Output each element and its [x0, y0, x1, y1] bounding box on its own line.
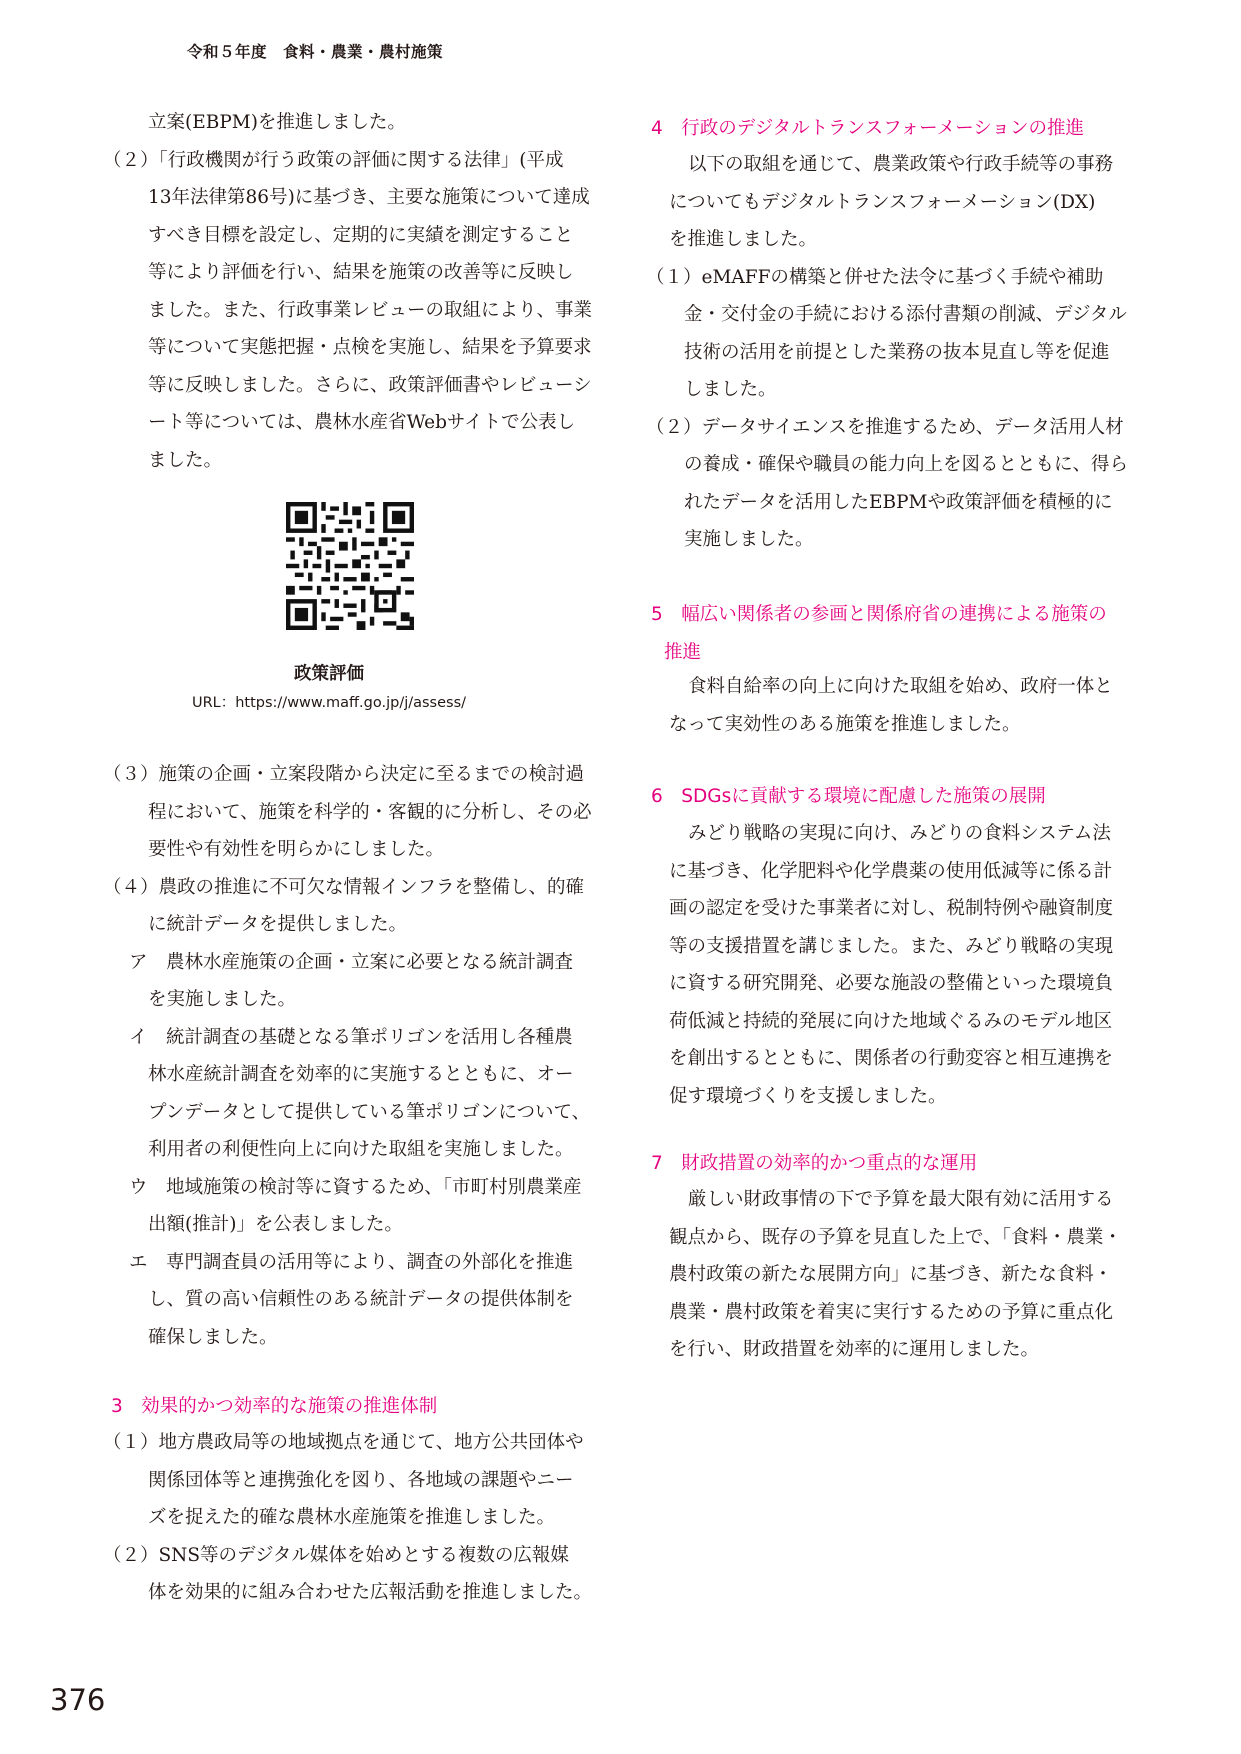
text-line: 立案(EBPM)を推進しました。 [148, 112, 406, 133]
text-line: 促す環境づくりを支援しました。 [669, 1085, 947, 1107]
text-line: の養成・確保や職員の能力向上を図るとともに、得ら [684, 454, 1129, 475]
text-line: 荷低減と持続的発展に向けた地域ぐるみのモデル地区 [669, 1010, 1113, 1032]
text-line: ート等については、農林水産省Webサイトで公表し [148, 412, 576, 433]
qr-title: 政策評価 [294, 664, 364, 684]
text-line: （２）データサイエンスを推進するため、データ活用人材 [646, 416, 1124, 438]
text-line: 農業・農村政策を着実に実行するための予算に重点化 [669, 1301, 1114, 1323]
section-6-body [651, 815, 1145, 1115]
text-line: を行い、財政措置を効率的に運用しました。 [669, 1339, 1040, 1360]
text-line: 利用者の利便性向上に向けた取組を実施しました。 [148, 1139, 574, 1160]
text-line: イ 統計調査の基礎となる筆ポリゴンを活用し各種農 [129, 1026, 573, 1048]
text-line: 等により評価を行い、結果を施策の改善等に反映し [148, 262, 574, 283]
section-5-body [651, 668, 1145, 743]
text-line: しました。 [684, 379, 777, 400]
text-line: ました。 [148, 449, 223, 471]
text-line: に基づき、化学肥料や化学農薬の使用低減等に係る計 [669, 860, 1113, 882]
text-line: 以下の取組を通じて、農業政策や行政手続等の事務 [688, 154, 1114, 175]
text-line: （１）地方農政局等の地域拠点を通じて、地方公共団体や [103, 1432, 584, 1453]
section-4-body [646, 146, 1145, 559]
section-6-heading: 6 SDGsに貢献する環境に配慮した施策の展開 [651, 786, 1046, 807]
left-block-2 [103, 756, 615, 1356]
qr-code-icon[interactable] [286, 502, 414, 630]
heading-line: 推進 [664, 641, 702, 663]
text-line: 程において、施策を科学的・客観的に分析し、その必 [148, 801, 592, 823]
text-line: 体を効果的に組み合わせた広報活動を推進しました。 [148, 1582, 593, 1603]
text-line: を推進しました。 [669, 229, 818, 250]
text-line: 食料自給率の向上に向けた取組を始め、政府一体と [688, 676, 1113, 697]
text-line: を創出するとともに、関係者の行動変容と相互連携を [669, 1048, 1114, 1069]
section-7-body [651, 1181, 1145, 1369]
text-line: なって実効性のある施策を推進しました。 [669, 713, 1021, 735]
text-line: 要性や有効性を明らかにしました。 [148, 839, 445, 860]
text-line: すべき目標を設定し、定期的に実績を測定すること [148, 224, 574, 246]
text-line: を実施しました。 [148, 989, 297, 1010]
qr-url-link[interactable]: URL：https://www.maff.go.jp/j/assess/ [191, 695, 467, 711]
text-line: 林水産統計調査を効率的に実施するとともに、オー [148, 1064, 574, 1085]
section-3-body [103, 1424, 615, 1612]
text-line: に統計データを提供しました。 [148, 914, 408, 935]
text-line: （２）SNS等のデジタル媒体を始めとする複数の広報媒 [103, 1544, 569, 1566]
text-line: 金・交付金の手続における添付書類の削減、デジタル [684, 304, 1127, 325]
left-block-1 [103, 104, 615, 479]
text-line: ア 農林水産施策の企画・立案に必要となる統計調査 [129, 951, 574, 973]
text-line: （４）農政の推進に不可欠な情報インフラを整備し、的確 [103, 876, 585, 898]
text-line: 出額(推計)」を公表しました。 [148, 1214, 403, 1235]
text-line: についてもデジタルトランスフォーメーション(DX) [669, 191, 1096, 213]
text-line: （３）施策の企画・立案段階から決定に至るまでの検討過 [103, 764, 585, 785]
text-line: 観点から、既存の予算を見直した上で、「食料・農業・ [669, 1226, 1122, 1248]
text-line: エ 専門調査員の活用等により、調査の外部化を推進 [129, 1251, 574, 1273]
text-line: し、質の高い信頼性のある統計データの提供体制を [148, 1289, 574, 1310]
heading-line: 5 幅広い関係者の参画と関係府省の連携による施策の [651, 604, 1107, 625]
text-line: ました。また、行政事業レビューの取組により、事業 [148, 299, 593, 321]
text-line: （２）「行政機関が行う政策の評価に関する法律」(平成 [103, 149, 564, 171]
text-line: みどり戦略の実現に向け、みどりの食料システム法 [688, 823, 1111, 844]
text-line: 等の支援措置を講じました。また、みどり戦略の実現 [669, 935, 1114, 957]
section-7-heading: 7 財政措置の効率的かつ重点的な運用 [651, 1153, 978, 1174]
text-line: れたデータを活用したEBPMや政策評価を積極的に [684, 491, 1113, 513]
text-line: 関係団体等と連携強化を図り、各地域の課題やニー [148, 1469, 574, 1491]
text-line: ズを捉えた的確な農林水産施策を推進しました。 [148, 1507, 556, 1528]
text-line: 等について実態把握・点検を実施し、結果を予算要求 [148, 337, 592, 358]
section-4-heading: 4 行政のデジタルトランスフォーメーションの推進 [651, 118, 1085, 139]
section-5-heading [651, 596, 1145, 671]
text-line: 等に反映しました。さらに、政策評価書やレビューシ [148, 374, 592, 396]
text-line: 確保しました。 [148, 1326, 278, 1348]
text-line: 技術の活用を前提とした業務の抜本見直し等を促進 [684, 341, 1110, 363]
text-line: ウ 地域施策の検討等に資するため、「市町村別農業産 [129, 1176, 582, 1198]
text-line: プンデータとして提供している筆ポリゴンについて、 [148, 1101, 591, 1123]
text-line: 13年法律第86号)に基づき、主要な施策について達成 [148, 187, 590, 208]
running-head: 令和５年度 食料・農業・農村施策 [187, 43, 444, 61]
text-line: 厳しい財政事情の下で予算を最大限有効に活用する [688, 1189, 1114, 1210]
section-3-heading: 3 効果的かつ効率的な施策の推進体制 [111, 1396, 438, 1417]
text-line: に資する研究開発、必要な施設の整備といった環境負 [669, 973, 1114, 994]
text-line: 農村政策の新たな展開方向」に基づき、新たな食料・ [669, 1264, 1113, 1285]
qr-block [179, 502, 479, 712]
page-number: 376 [50, 1683, 106, 1717]
text-line: 画の認定を受けた事業者に対し、税制特例や融資制度 [669, 898, 1114, 919]
text-line: （１）eMAFFの構築と併せた法令に基づく手続や補助 [646, 266, 1104, 288]
text-line: 実施しました。 [684, 529, 814, 550]
